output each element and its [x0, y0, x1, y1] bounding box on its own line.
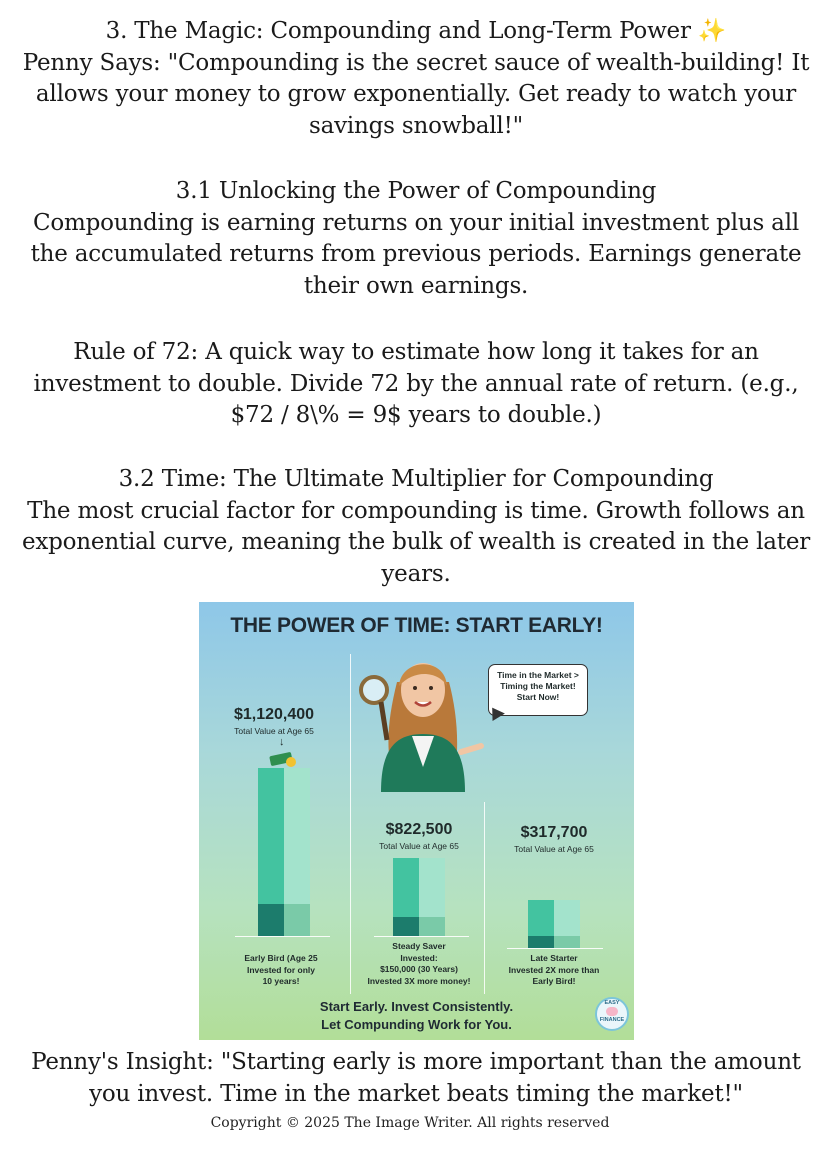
caption-line: Early Bird! — [532, 976, 576, 986]
chapter-title-text: 3. The Magic: Compounding and Long-Term Power — [105, 18, 691, 44]
power-of-time-infographic — [199, 602, 634, 1040]
infographic-title: THE POWER OF TIME: START EARLY! — [230, 614, 603, 637]
slogan-line: Let Compunding Work for You. — [321, 1017, 512, 1032]
steady-saver-subtitle: Total Value at Age 65 — [379, 841, 459, 851]
early-bird-bar — [258, 768, 310, 936]
caption-line: Invested 3X more money! — [367, 975, 471, 986]
late-starter-amount: $317,700 — [520, 824, 588, 841]
logo-text: FINANCE — [599, 1017, 625, 1023]
caption-line: Invested: — [400, 952, 438, 963]
caption-line: Early Bird (Age 25 — [244, 953, 318, 963]
early-bird-caption — [221, 953, 341, 988]
money-stack-icon — [269, 750, 297, 768]
late-starter-subtitle: Total Value at Age 65 — [514, 844, 594, 854]
steady-saver-amount: $822,500 — [385, 821, 453, 838]
late-starter-bar — [528, 900, 580, 948]
caption-line: Steady Saver — [392, 941, 446, 951]
penny-insight-text: Penny's Insight: "Starting early is more important than the amount you invest. Time in the market beats timing the market!" — [31, 1049, 801, 1107]
bubble-line: Start Now! — [516, 692, 560, 702]
early-bird-amount: $1,120,400 — [233, 706, 315, 723]
caption-line: $150,000 (30 Years) — [380, 964, 458, 974]
penny-insight — [14, 1047, 818, 1110]
late-starter-caption — [494, 953, 614, 988]
steady-saver-bar — [393, 858, 445, 936]
sparkle-icon: ✨ — [697, 18, 727, 44]
penny-says-quote: Penny Says: "Compounding is the secret sauce of wealth-building! It allows your money to grow exponentially. Get ready to watch your savings snowball!" — [22, 49, 810, 139]
baseline — [507, 948, 603, 949]
section-3-1-body: Compounding is earning returns on your initial investment plus all the accumulated returns from previous periods. Earnings generate their own earnings. — [30, 209, 802, 299]
infographic-slogan — [199, 998, 634, 1034]
caption-line: Late Starter — [530, 953, 578, 963]
section-3-2 — [14, 464, 818, 590]
rule-of-72 — [14, 337, 818, 432]
steady-saver-caption — [349, 941, 489, 987]
chapter-header — [14, 16, 818, 142]
easy-finance-logo — [595, 997, 629, 1031]
rule-of-72-text: Rule of 72: A quick way to estimate how long it takes for an investment to double. Divide 72 by the annual rate of return. (e.g., $72 / 8\% = 9$ years to double.) — [33, 339, 799, 428]
section-3-2-body: The most crucial factor for compounding is time. Growth follows an exponential curve, meaning the bulk of wealth is created in the later years. — [21, 497, 811, 587]
baseline — [235, 936, 330, 937]
slogan-line: Start Early. Invest Consistently. — [319, 999, 514, 1014]
down-arrow-icon: ↓ — [279, 736, 285, 748]
bubble-line: Time in the Market > — [497, 670, 579, 680]
caption-line: Invested 2X more than — [508, 964, 600, 975]
caption-line: 10 years! — [262, 976, 300, 986]
early-bird-subtitle: Total Value at Age 65 — [234, 726, 314, 736]
penny-character-illustration — [357, 642, 487, 792]
baseline — [374, 936, 469, 937]
caption-line: Invested for only — [246, 964, 315, 975]
speech-bubble — [488, 664, 588, 716]
section-3-1-title: 3.1 Unlocking the Power of Compounding — [175, 178, 657, 204]
piggy-bank-icon — [606, 1007, 618, 1016]
logo-text: EASY — [604, 1000, 620, 1006]
section-3-2-title: 3.2 Time: The Ultimate Multiplier for Compounding — [118, 466, 714, 492]
section-3-1 — [14, 176, 818, 302]
chapter-title — [14, 16, 818, 48]
bubble-line: Timing the Market! — [500, 681, 576, 691]
copyright-footer: Copyright © 2025 The Image Writer. All rights reserved — [210, 1115, 610, 1131]
